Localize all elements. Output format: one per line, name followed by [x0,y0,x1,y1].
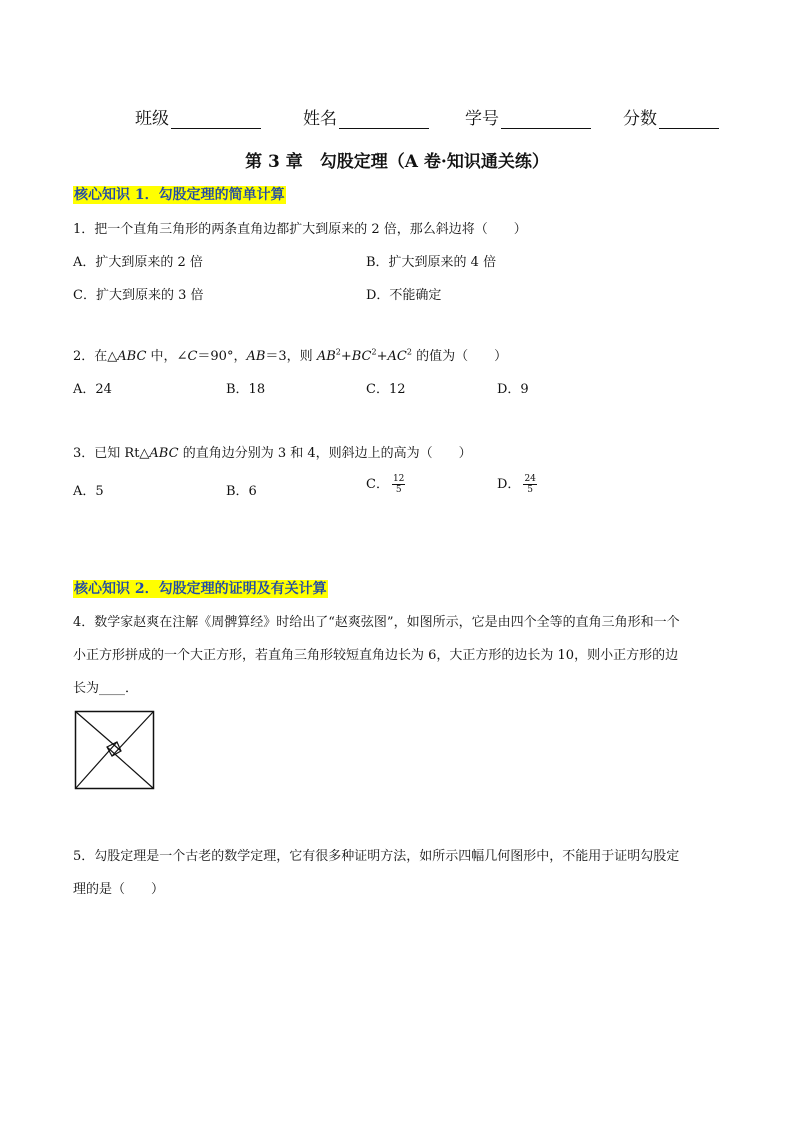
class-label: 班级 [135,109,169,129]
question-3-option-a[interactable]: A．5 [73,484,104,499]
score-field [623,104,719,129]
q3-option-c-num: 12 [392,474,405,484]
score-blank[interactable] [659,109,719,129]
student-id-blank[interactable] [501,109,591,129]
question-4-line-3: 长为____． [73,681,139,696]
question-3-option-d[interactable] [497,473,537,495]
q2-mid3: ＝3，则 [265,349,317,364]
name-field [303,104,429,129]
question-4-line-1: 4．数学家赵爽在注解《周髀算经》时给出了“赵爽弦图”，如图所示，它是由四个全等的直角三角形和一个 [73,615,680,630]
q2-triangle: △ABC [107,349,147,364]
q2-angle: ∠C [176,349,198,364]
q2-mid2: ＝90°， [197,349,247,364]
score-label: 分数 [623,109,657,129]
triangle-edge-3 [107,747,154,789]
outer-square [76,712,154,789]
q2-square-b: 2 [371,347,377,357]
q2-ab: AB [246,349,266,364]
question-3-stem [73,442,472,461]
question-1-option-d[interactable]: D．不能确定 [366,288,442,303]
question-1-option-a[interactable]: A．扩大到原来的 2 倍 [73,255,203,270]
q2-expr-b: BC [351,349,372,364]
q3-prefix: 3．已知 Rt [73,446,140,461]
q3-option-d-fraction [523,474,536,495]
q3-option-d-num: 24 [524,474,536,484]
q2-prefix: 2．在 [73,349,108,364]
section-heading-2-text: 核心知识 2．勾股定理的证明及有关计算 [74,581,327,597]
name-blank[interactable] [339,109,429,129]
triangle-edge-4 [76,742,118,789]
q2-square-c: 2 [406,347,412,357]
q3-option-d-den: 5 [527,485,534,495]
question-2-option-d[interactable]: D．9 [497,382,529,397]
page-title: 第 3 章 勾股定理（A 卷·知识通关练） [245,152,549,172]
question-3-option-b[interactable]: B．6 [226,484,257,499]
class-field [135,104,261,129]
q2-suffix: 的值为（ ） [411,349,508,364]
question-5-line-2: 理的是（ ） [73,882,165,897]
question-5-line-1: 5．勾股定理是一个古老的数学定理，它有很多种证明方法，如所示四幅几何图形中，不能用于证明勾股定 [73,849,680,864]
q2-expr-a: AB [316,349,336,364]
question-2-stem [73,345,507,364]
q2-mid1: 中， [146,349,177,364]
q2-plus2: + [376,349,388,364]
section-heading-2 [73,578,328,598]
q3-suffix: 的直角边分别为 3 和 4，则斜边上的高为（ ） [178,446,472,461]
section-heading-1-text: 核心知识 1．勾股定理的简单计算 [74,187,285,203]
student-id-field [465,104,591,129]
q3-triangle: △ABC [139,446,179,461]
q2-plus1: + [340,349,352,364]
class-blank[interactable] [171,109,261,129]
question-4-line-2: 小正方形拼成的一个大正方形，若直角三角形较短直角边长为 6，大正方形的边长为 10，则小正方形的边 [73,648,679,663]
question-2-option-c[interactable]: C．12 [366,382,406,397]
section-heading-1 [73,184,286,204]
q2-expr-c: AC [387,349,407,364]
question-1-option-b[interactable]: B．扩大到原来的 4 倍 [366,255,497,270]
q3-option-d-label: D． [497,477,521,492]
student-id-label: 学号 [465,109,499,129]
name-label: 姓名 [303,109,337,129]
question-3-option-c[interactable] [366,473,405,495]
q2-square-a: 2 [335,347,341,357]
question-1-stem: 1．把一个直角三角形的两条直角边都扩大到原来的 2 倍，那么斜边将（ ） [73,222,527,237]
zhao-shuang-diagram [74,710,156,790]
q3-option-c-den: 5 [395,485,402,495]
question-1-option-c[interactable]: C．扩大到原来的 3 倍 [73,288,204,303]
triangle-edge-2 [112,712,154,757]
question-2-option-b[interactable]: B．18 [226,382,266,397]
q3-option-c-fraction [392,474,405,495]
q3-option-c-label: C． [366,477,389,492]
question-2-option-a[interactable]: A．24 [73,382,112,397]
